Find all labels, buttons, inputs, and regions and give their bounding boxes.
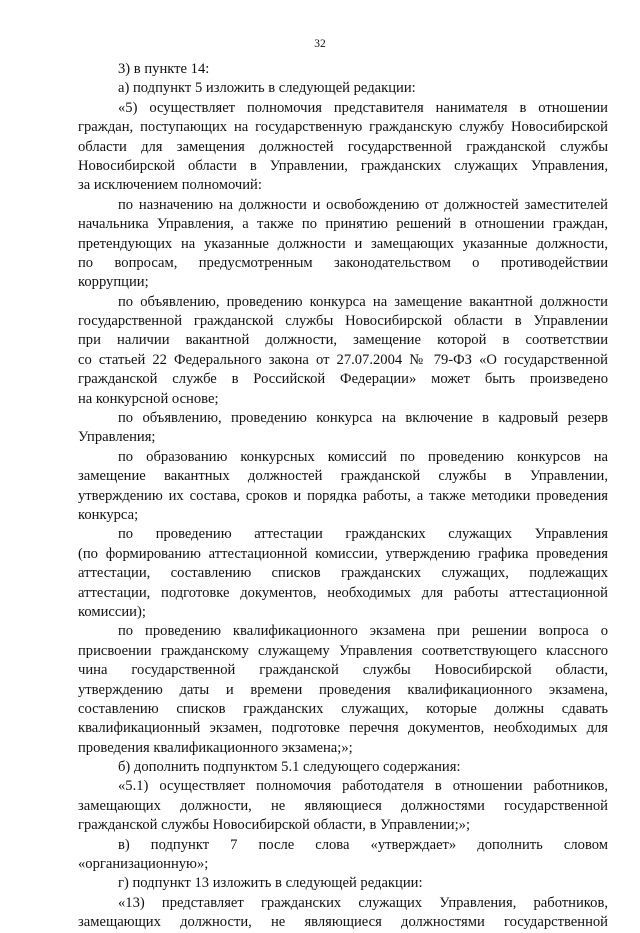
text-line: коррупции;	[78, 274, 149, 291]
text-line: чина государственной гражданской службы Новосибирской области,	[78, 662, 608, 679]
text-line: по объявлению, проведению конкурса на замещение вакантной должности	[118, 293, 608, 310]
text-line: на конкурсной основе;	[78, 390, 219, 407]
text-line: претендующих на указанные должности и замещающих указанные должности,	[78, 235, 608, 252]
text-line: гражданской службе в Российской Федерации» может быть произведено	[78, 371, 608, 388]
text-line: утверждению их состава, сроков и порядка работы, а также методики проведения	[78, 487, 608, 504]
text-line: 3) в пункте 14:	[118, 61, 210, 77]
text-line: квалификационный экзамен, подготовке перечня документов, необходимых для	[78, 720, 608, 737]
text-line: области для замещения должностей государственной гражданской службы	[78, 138, 608, 155]
text-line: б) дополнить подпунктом 5.1 следующего содержания:	[118, 759, 461, 776]
text-line: аттестации, подготовке документов, необходимых для работы аттестационной	[78, 584, 608, 601]
text-line: начальника Управления, а также по принятию решений в отношении граждан,	[78, 216, 608, 233]
text-line: утверждению даты и времени проведения квалификационного экзамена,	[78, 681, 608, 698]
text-line: составлению списков гражданских служащих, которые должны сдавать	[78, 700, 608, 717]
text-line: «5.1) осуществляет полномочия работодателя в отношении работников,	[118, 778, 608, 795]
text-line: по объявлению, проведению конкурса на включение в кадровый резерв	[118, 410, 608, 427]
text-line: «5) осуществляет полномочия представителя нанимателя в отношении	[118, 99, 608, 116]
text-line: проведения квалификационного экзамена;»;	[78, 739, 353, 756]
text-line: комиссии);	[78, 603, 146, 620]
text-line: конкурса;	[78, 506, 139, 523]
text-line: по образованию конкурсных комиссий по проведению конкурсов на	[118, 448, 608, 465]
text-line: замещающих должности, не являющиеся должностями государственной	[78, 914, 608, 931]
text-line: Управления;	[78, 429, 156, 446]
text-line: присвоении гражданскому служащему Управления соответствующего классного	[78, 642, 608, 659]
text-line: государственной гражданской службы Новосибирской области в Управлении	[78, 313, 608, 330]
text-line: Новосибирской области в Управлении, гражданских служащих Управления,	[78, 157, 608, 174]
text-line: «13) представляет гражданских служащих Управления, работников,	[118, 894, 608, 911]
page-number: 32	[314, 38, 326, 50]
text-line: а) подпункт 5 изложить в следующей редакции:	[118, 80, 416, 97]
text-line: за исключением полномочий:	[78, 177, 262, 194]
text-line: аттестации, составлению списков гражданских служащих, подлежащих	[78, 565, 608, 582]
text-line: «организационную»;	[78, 856, 209, 873]
text-line: в) подпункт 7 после слова «утверждает» дополнить словом	[118, 836, 608, 853]
text-line: по проведению квалификационного экзамена при решении вопроса о	[118, 623, 608, 640]
text-line: при наличии вакантной должности, замещение которой в соответствии	[78, 332, 608, 349]
text-line: граждан, поступающих на государственную гражданскую службу Новосибирской	[78, 119, 608, 136]
text-line: замещающих должности, не являющиеся должностями государственной	[78, 797, 608, 814]
text-line: замещение вакантных должностей гражданской службы в Управлении,	[78, 468, 608, 485]
text-line: по назначению на должности и освобождению от должностей заместителей	[118, 196, 608, 213]
text-line: (по формированию аттестационной комиссии, утверждению графика проведения	[78, 545, 608, 562]
text-line: г) подпункт 13 изложить в следующей редакции:	[118, 875, 423, 892]
text-line: со статьей 22 Федерального закона от 27.07.2004 № 79-ФЗ «О государственной	[78, 351, 608, 368]
text-line: по проведению аттестации гражданских служащих Управления	[118, 526, 608, 543]
document-body	[78, 60, 608, 933]
text-line: гражданской службы Новосибирской области, в Управлении;»;	[78, 817, 471, 834]
text-line: по вопросам, предусмотренным законодательством о противодействии	[78, 254, 608, 271]
